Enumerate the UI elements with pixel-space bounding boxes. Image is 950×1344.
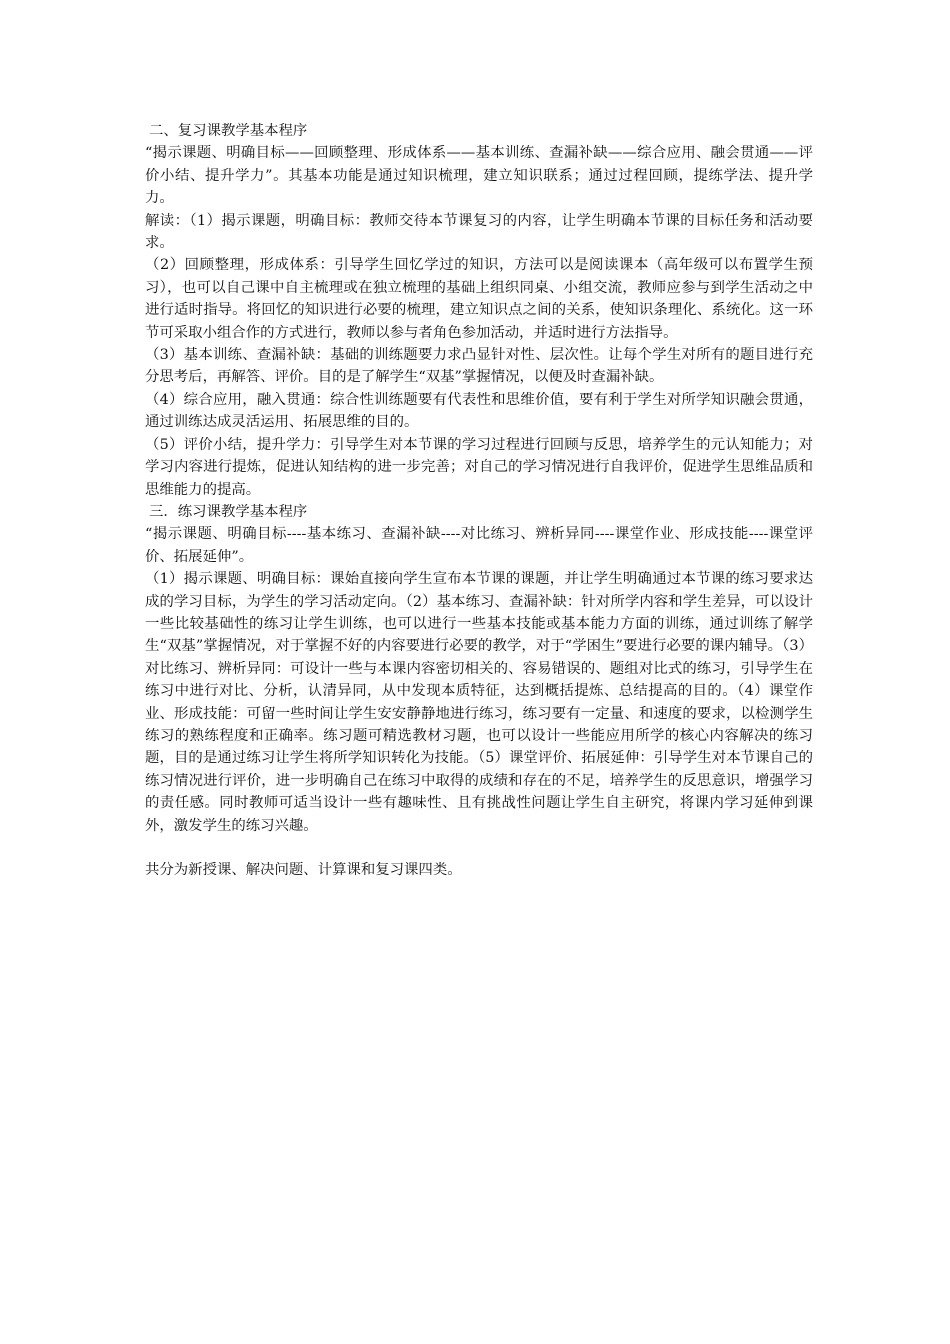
section2-step2: （2）回顾整理，形成体系：引导学生回忆学过的知识，方法可以是阅读课本（高年级可以布置学生预习），也可以自己课中自主梳理或在独立梳理的基础上组织同桌、小组交流，教师应参与到学生活动之中进行适时指导。将回忆的知识进行必要的梳理，建立知识点之间的关系，使知识条理化、系统化。这一环节可采取小组合作的方式进行，教师以参与者角色参加活动，并适时进行方法指导。 [145,257,813,341]
section2-step3: （3）基本训练、查漏补缺：基础的训练题要力求凸显针对性、层次性。让每个学生对所有的题目进行充分思考后，再解答、评价。目的是了解学生“双基”掌握情况，以便及时查漏补缺。 [145,347,813,386]
section3-intro: “揭示课题、明确目标----基本练习、查漏补缺----对比练习、辨析异同----课堂作业、形成技能----课堂评价、拓展延伸”。 [145,526,813,565]
section2-step4: （4）综合应用，融入贯通：综合性训练题要有代表性和思维价值，要有利于学生对所学知识融会贯通，通过训练达成灵活运用、拓展思维的目的。 [145,391,813,431]
section2-step5: （5）评价小结，提升学力：引导学生对本节课的学习过程进行回顾与反思，培养学生的元认知能力；对学习内容进行提炼，促进认知结构的进一步完善；对自己的学习情况进行自我评价，促进学生思维品质和思维能力的提高。 [145,436,813,498]
section2-intro: “揭示课题、明确目标——回顾整理、形成体系——基本训练、查漏补缺——综合应用、融会贯通——评价小结、提升学力”。其基本功能是通过知识梳理，建立知识联系；通过过程回顾，提练学法、提升学力。 [145,145,813,207]
section3-body: （1）揭示课题、明确目标：课始直接向学生宣布本节课的课题，并让学生明确通过本节课的练习要求达成的学习目标，为学生的学习活动定向。（2）基本练习、查漏补缺：针对所学内容和学生差异，可以设计一些比较基础性的练习让学生训练，也可以进行一些基本技能或基本能力方面的训练，通过训练了解学生“双基”掌握情况，对于掌握不好的内容要进行必要的教学，对于“学困生”要进行必要的课内辅导。（3）对比练习、辨析异同：可设计一些与本课内容密切相关的、容易错误的、题组对比式的练习，引导学生在练习中进行对比、分析，认清异同，从中发现本质特征，达到概括提炼、总结提高的目的。（4）课堂作业、形成技能：可留一些时间让学生安安静静地进行练习，练习要有一定量、和速度的要求，以检测学生练习的熟练程度和正确率。练习题可精选教材习题，也可以设计一些能应用所学的核心内容解决的练习题，目的是通过练习让学生将所学知识转化为技能。（5）课堂评价、拓展延伸：引导学生对本节课自己的练习情况进行评价，进一步明确自己在练习中取得的成绩和存在的不足，培养学生的反思意识，增强学习的责任感。同时教师可适当设计一些有趣味性、且有挑战性问题让学生自主研究，将课内学习延伸到课外，激发学生的练习兴趣。 [145,571,813,834]
section3-heading: 三．练习课教学基本程序 [149,503,308,520]
section2-step1: 解读：（1）揭示课题，明确目标：教师交待本节课复习的内容，让学生明确本节课的目标任务和活动要求。 [145,212,813,252]
summary-paragraph: 共分为新授课、解决问题、计算课和复习课四类。 [145,862,462,878]
document-page [145,120,813,881]
section2-heading: 二、复习课教学基本程序 [149,123,308,139]
